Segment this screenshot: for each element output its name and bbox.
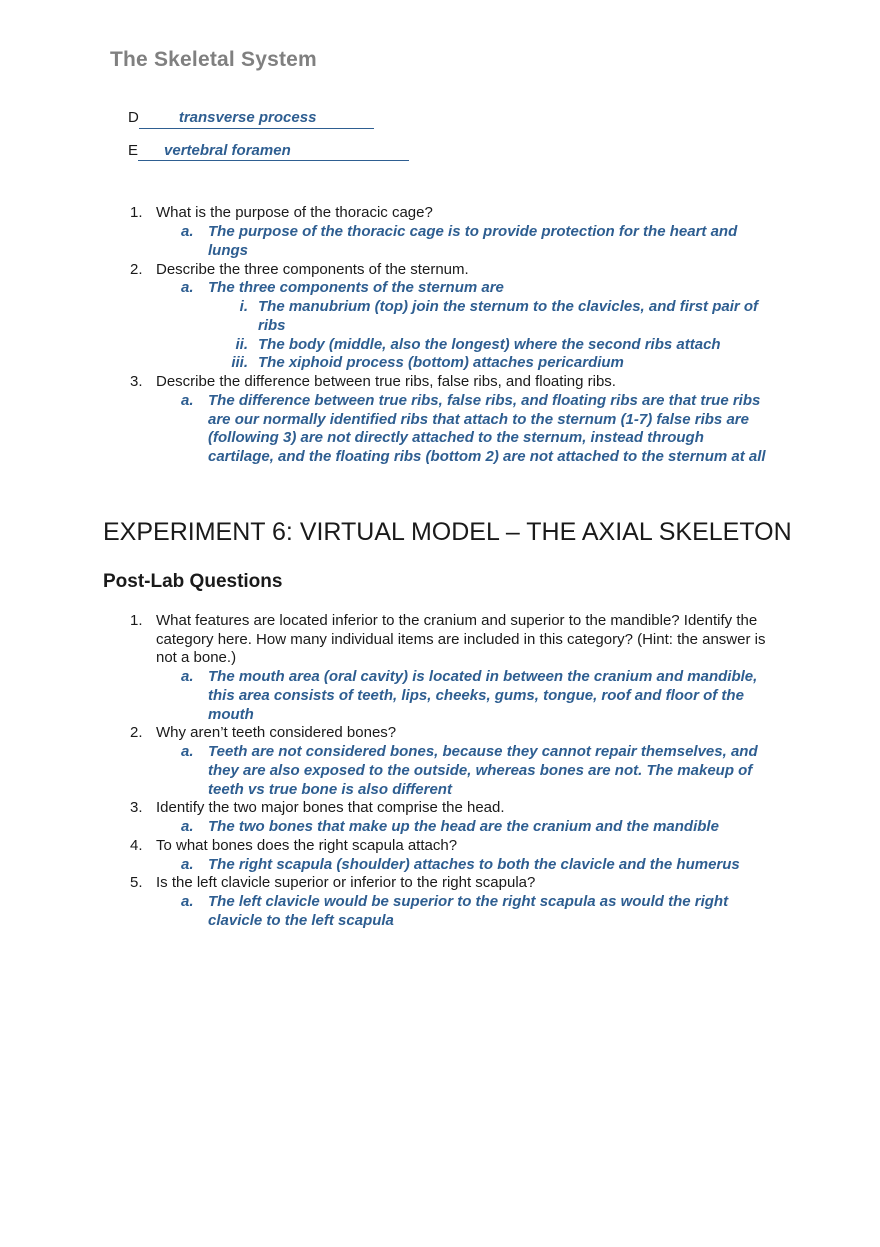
postlab-question-list [0,612,770,931]
list-marker: 1. [130,611,143,629]
question-item [130,874,770,893]
list-marker: a. [181,223,194,240]
question-text: What is the purpose of the thoracic cage? [156,204,433,222]
fill-in-answer: transverse process [178,109,317,127]
answer-item [181,279,770,298]
list-marker: a. [181,855,194,873]
list-marker: a. [181,818,194,835]
section1-question-list [0,204,770,467]
answer-item [181,893,770,931]
fill-in-line-e [128,142,770,162]
fill-in-answer: vertebral foramen [164,141,291,159]
question-item [130,204,770,223]
question-text: Is the left clavicle superior or inferior to the right scapula? [156,874,536,892]
fill-in-blank [139,110,375,129]
list-marker: a. [181,668,194,685]
list-marker: ii. [235,335,248,353]
list-marker: 2. [130,724,143,742]
postlab-heading: Post-Lab Questions [103,571,283,592]
answer-item [181,668,770,724]
answer-text: The difference between true ribs, false ribs, and floating ribs are that true ribs are our normally identified ribs that attach to the sternum (1-7) false ribs are (following 3) are not directly attached to the sternum, instead through cartilage, and the floating ribs (bottom 2) are not attached to the sternum at all [208,391,766,465]
question-item [130,261,770,280]
fill-in-letter: D [128,109,139,127]
page-title: The Skeletal System [110,48,317,71]
question-item [130,799,770,818]
answer-item [181,856,770,875]
list-marker: 3. [130,799,143,817]
fill-in-answers [128,109,770,161]
list-marker: a. [181,391,194,409]
fill-in-letter: E [128,141,139,159]
list-marker: a. [181,743,194,760]
answer-text: The two bones that make up the head are the cranium and the mandible [208,818,719,835]
list-marker: a. [181,893,194,910]
sub-answer-item [214,354,770,373]
sub-answer-text: The xiphoid process (bottom) attaches pericardium [258,354,624,372]
answer-text: The mouth area (oral cavity) is located in between the cranium and mandible, this area consists of teeth, lips, cheeks, gums, tongue, roof and floor of the mouth [208,668,758,723]
answer-item [181,223,770,261]
answer-item [181,818,770,837]
question-text: Describe the three components of the sternum. [156,260,469,278]
list-marker: a. [181,279,194,297]
list-marker: i. [239,298,248,315]
answer-text: Teeth are not considered bones, because they cannot repair themselves, and they are also exposed to the outside, whereas bones are not. The makeup of teeth vs true bone is also different [208,743,758,798]
answer-item [181,743,770,799]
question-item [130,724,770,743]
sub-answer-item [214,298,770,336]
question-item [130,612,770,668]
sub-answer-text: The manubrium (top) join the sternum to the clavicles, and first pair of ribs [258,298,759,334]
answer-text: The left clavicle would be superior to the right scapula as would the right clavicle to the left scapula [208,893,729,929]
fill-in-line-d [128,109,770,129]
list-marker: 4. [130,836,143,854]
question-item [130,837,770,856]
list-marker: 3. [130,373,143,390]
question-text: Describe the difference between true ribs, false ribs, and floating ribs. [156,373,616,390]
sub-answer-item [214,336,770,355]
list-marker: 1. [130,204,143,222]
answer-text: The three components of the sternum are [208,279,504,297]
answer-text: The purpose of the thoracic cage is to provide protection for the heart and lungs [208,223,738,259]
question-text: To what bones does the right scapula attach? [156,836,458,854]
answer-item [181,392,770,467]
question-text: Identify the two major bones that comprise the head. [156,799,505,817]
list-marker: 5. [130,874,143,892]
list-marker: iii. [231,354,248,372]
fill-in-blank [138,143,409,162]
question-text: What features are located inferior to the cranium and superior to the mandible? Identify the category here. How many individual items are included in this category? (Hint: the answer is not a bone.) [156,611,766,667]
answer-text: The right scapula (shoulder) attaches to both the clavicle and the humerus [208,855,740,873]
question-item [130,373,770,392]
experiment-heading: EXPERIMENT 6: VIRTUAL MODEL – THE AXIAL SKELETON [103,517,792,546]
sub-answer-text: The body (middle, also the longest) where the second ribs attach [258,335,721,353]
list-marker: 2. [130,260,143,278]
question-text: Why aren’t teeth considered bones? [156,724,397,742]
